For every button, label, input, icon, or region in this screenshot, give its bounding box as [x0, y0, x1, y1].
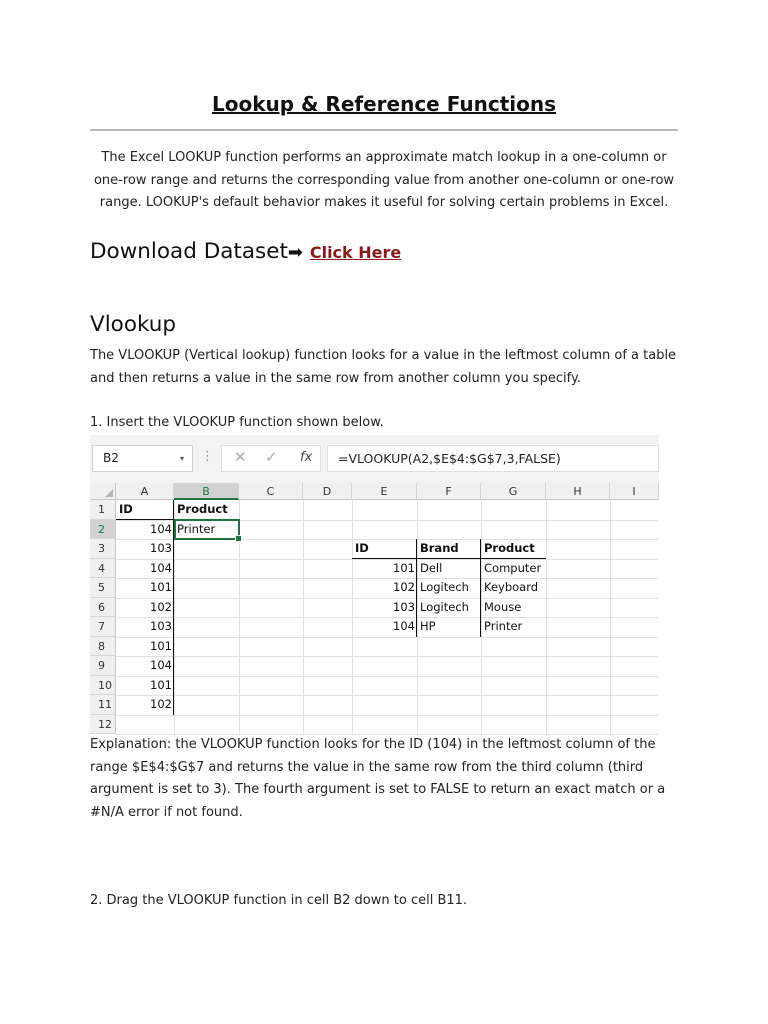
row-header: 8 — [90, 637, 116, 657]
more-options-icon: ⋮ — [201, 449, 214, 464]
table-border — [352, 558, 546, 559]
row-header: 10 — [90, 676, 116, 696]
table-border — [173, 500, 174, 715]
cell: 104 — [393, 619, 415, 633]
name-box — [92, 445, 193, 472]
formula-text: =VLOOKUP(A2,$E$4:$G$7,3,FALSE) — [327, 445, 659, 472]
column-header: H — [546, 483, 610, 500]
table-border — [480, 539, 481, 637]
table-border — [116, 519, 239, 520]
cell: Product — [177, 502, 228, 516]
function-icon: fx — [300, 450, 313, 465]
cell: 102 — [393, 580, 415, 594]
row-header: 7 — [90, 617, 116, 637]
row-header: 3 — [90, 539, 116, 559]
table-border — [416, 539, 417, 637]
download-label: Download Dataset — [90, 239, 288, 264]
cell: Dell — [420, 560, 443, 575]
cell: Printer — [484, 619, 523, 633]
cell: ID — [119, 502, 133, 516]
cell: Mouse — [484, 599, 522, 614]
download-dataset — [90, 239, 401, 264]
step-2-text: 2. Drag the VLOOKUP function in cell B2 down to cell B11. — [90, 893, 468, 908]
gridline — [116, 637, 659, 638]
column-header: A — [116, 483, 174, 500]
row-header: 1 — [90, 500, 116, 520]
row-header: 5 — [90, 578, 116, 598]
cell: Keyboard — [484, 580, 539, 594]
row-header: 4 — [90, 559, 116, 579]
cell: 103 — [150, 619, 172, 633]
column-header: G — [481, 483, 546, 500]
arrow-right-icon: ➡ — [287, 242, 303, 263]
gridline — [116, 676, 659, 677]
worksheet-grid — [90, 483, 659, 735]
cell: HP — [420, 619, 436, 633]
step-1-text: 1. Insert the VLOOKUP function shown below. — [90, 415, 384, 430]
column-header: I — [610, 483, 659, 500]
column-header: E — [352, 483, 417, 500]
row-header: 12 — [90, 715, 116, 735]
row-header: 11 — [90, 695, 116, 715]
cell: Logitech — [420, 599, 469, 614]
cell: 104 — [150, 521, 172, 536]
column-header: D — [303, 483, 352, 500]
formula-buttons — [221, 445, 321, 472]
cell: 101 — [150, 638, 172, 653]
column-header: B — [174, 483, 239, 500]
cell: 104 — [150, 658, 172, 672]
title-divider — [90, 129, 678, 131]
excel-screenshot — [90, 435, 659, 735]
cancel-icon: ✕ — [234, 448, 247, 466]
cell: 101 — [150, 580, 172, 594]
section-heading-vlookup: Vlookup — [90, 312, 177, 337]
cell: ID — [355, 541, 369, 555]
row-header: 6 — [90, 598, 116, 618]
select-all-corner — [90, 483, 116, 500]
cell: 102 — [150, 599, 172, 614]
cell: Logitech — [420, 580, 469, 594]
cell: 101 — [393, 560, 415, 575]
cell: 101 — [150, 677, 172, 692]
explanation-text: Explanation: the VLOOKUP function looks for the ID (104) in the leftmost column of the range $E$4:$G$7 and returns the value in the same row from the third column (third argument is set to 3). The fourth argument is set to FALSE to return an exact match or a #N/A error if not found. — [90, 737, 666, 820]
intro-paragraph: The Excel LOOKUP function performs an approximate match lookup in a one-column or one-row range and returns the corresponding value from another one-column or one-row range. LOOKUP's default behavior makes it useful for solving certain problems in Excel. — [93, 150, 675, 210]
gridline — [116, 715, 659, 716]
gridline — [116, 656, 659, 657]
page-title: Lookup & Reference Functions — [211, 92, 557, 116]
cell: 103 — [150, 541, 172, 555]
column-header: F — [417, 483, 481, 500]
row-header: 2 — [90, 520, 116, 540]
formula-bar — [90, 435, 659, 484]
click-here-link[interactable]: Click Here — [309, 243, 402, 262]
cell: Computer — [484, 560, 542, 575]
column-header: C — [239, 483, 303, 500]
gridline — [116, 695, 659, 696]
cell: 104 — [150, 560, 172, 575]
cell: Brand — [420, 541, 459, 555]
cell: Printer — [177, 521, 216, 536]
cell: 102 — [150, 697, 172, 711]
cell: 103 — [393, 599, 415, 614]
vlookup-description: The VLOOKUP (Vertical lookup) function looks for a value in the leftmost column of a table and then returns a value in the same row from another column you specify. — [90, 348, 677, 386]
name-box-value: B2 — [103, 451, 119, 465]
check-icon: ✓ — [265, 448, 278, 466]
row-header: 9 — [90, 656, 116, 676]
cell: Product — [484, 541, 535, 555]
chevron-down-icon: ▾ — [179, 454, 184, 463]
